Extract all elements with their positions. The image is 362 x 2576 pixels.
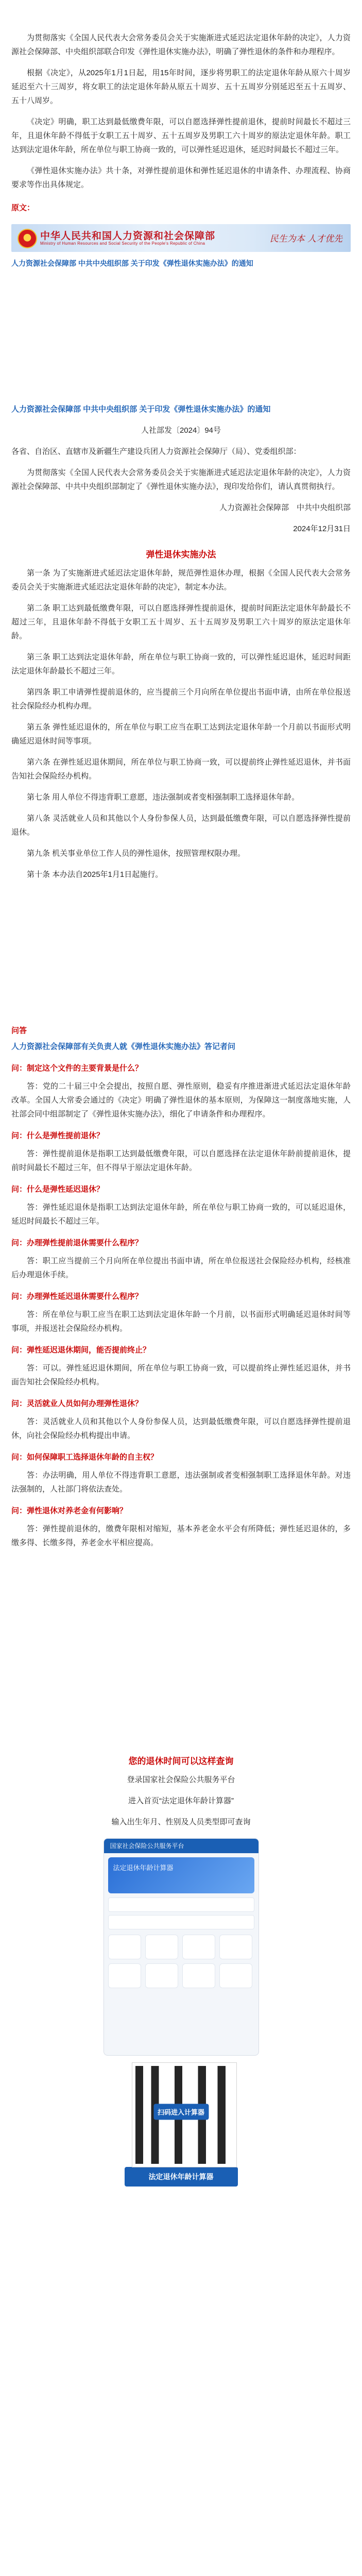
- qa-section-label: 问答: [11, 1026, 27, 1035]
- app-input-row: [108, 1897, 254, 1912]
- original-text-label: 原文：: [11, 204, 35, 212]
- article-3: 第三条 职工达到法定退休年龄，所在单位与职工协商一致的，可以弹性延迟退休，延迟时间距法定退休年龄最长不超过三年。: [11, 653, 351, 675]
- answer-6: 答：可以。弹性延迟退休期间，所在单位与职工协商一致，可以提前终止弹性延迟退休，并书面告知社会保险经办机构。: [11, 1364, 351, 1386]
- answer-8: 答：办法明确，用人单位不得违背职工意愿，违法强制或者变相强制职工选择退休年龄。对违法强制的，人社部门将依法查处。: [11, 1471, 351, 1494]
- article-7: 第七条 用人单位不得违背职工意愿，违法强制或者变相强制职工选择退休年龄。: [27, 793, 300, 802]
- app-service-tile: [219, 1935, 252, 1959]
- answer-4: 答：职工应当提前三个月向所在单位提出书面申请，所在单位报送社会保险经办机构，经核准后办理退休手续。: [11, 1257, 351, 1279]
- question-4: 问：办理弹性提前退休需要什么程序？: [11, 1239, 143, 1247]
- promo-title: 您的退休时间可以这样查询: [128, 1756, 234, 1766]
- question-8: 问：如何保障职工选择退休年龄的自主权？: [11, 1453, 159, 1462]
- intro-paragraph-1: 为贯彻落实《全国人民代表大会常务委员会关于实施渐进式延迟法定退休年龄的决定》，人力资源社会保障部、中央组织部联合印发《弹性退休实施办法》，明确了弹性退休的条件和办理程序。: [11, 33, 351, 56]
- promo-line-1: 登录国家社会保险公共服务平台: [127, 1775, 235, 1784]
- article-2: 第二条 职工达到最低缴费年限，可以自愿选择弹性提前退休，提前时间距法定退休年龄最长不超过三年，且退休年龄不得低于女职工五十周岁、五十五周岁及男职工六十周岁的原法定退休年龄。: [11, 604, 351, 640]
- ministry-name: 中华人民共和国人力资源和社会保障部: [40, 230, 216, 242]
- question-6: 问：弹性延迟退休期间，能否提前终止？: [11, 1346, 151, 1354]
- promo-line-3: 输入出生年月、性别及人员类型即可查询: [111, 1818, 251, 1826]
- qr-label: 扫码进入计算器: [153, 2104, 209, 2120]
- app-service-tile: [108, 1935, 141, 1959]
- intro-paragraph-2: 根据《决定》，从2025年1月1日起，用15年时间，逐步将男职工的法定退休年龄从原六十周岁延迟至六十三周岁，将女职工的法定退休年龄从原五十周岁、五十五周岁分别延迟至五十五周岁、五十八周岁。: [11, 69, 351, 105]
- answer-5: 答：所在单位与职工应当在职工达到法定退休年龄一个月前，以书面形式明确延迟退休时间等事项，并报送社会保险经办机构。: [11, 1310, 351, 1333]
- calculator-button[interactable]: 法定退休年龄计算器: [125, 2167, 238, 2187]
- question-2: 问：什么是弹性提前退休？: [11, 1131, 105, 1140]
- notice-doc-number: 人社部发〔2024〕94号: [141, 426, 221, 435]
- question-7: 问：灵活就业人员如何办理弹性退休？: [11, 1399, 143, 1408]
- app-service-tile: [182, 1963, 215, 1988]
- notice-salutation: 各省、自治区、直辖市及新疆生产建设兵团人力资源社会保障厅（局）、党委组织部：: [11, 447, 301, 456]
- measures-title: 弹性退休实施办法: [146, 550, 216, 560]
- ministry-banner: [11, 224, 351, 252]
- app-header: 国家社会保险公共服务平台: [104, 1839, 258, 1853]
- question-1: 问：制定这个文件的主要背景是什么？: [11, 1064, 143, 1073]
- promo-line-2: 进入首页“法定退休年龄计算器”: [128, 1797, 234, 1805]
- app-service-tile: [108, 1963, 141, 1988]
- national-emblem-icon: [18, 229, 37, 248]
- answer-9: 答：弹性提前退休的，缴费年限相对缩短，基本养老金水平会有所降低；弹性延迟退休的，多缴多得、长缴多得，养老金水平相应提高。: [11, 1524, 351, 1547]
- answer-7: 答：灵活就业人员和其他以个人身份参保人员，达到最低缴费年限，可以自愿选择弹性提前退休，向社会保险经办机构提出申请。: [11, 1417, 351, 1440]
- app-input-row: [108, 1915, 254, 1929]
- article-5: 第五条 弹性延迟退休的，所在单位与职工应当在职工达到法定退休年龄一个月前以书面形式明确延迟退休时间等事项。: [11, 723, 351, 745]
- answer-3: 答：弹性延迟退休是指职工达到法定退休年龄，所在单位与职工协商一致的，可以延迟退休，延迟时间最长不超过三年。: [11, 1203, 351, 1226]
- intro-paragraph-3: 《决定》明确，职工达到最低缴费年限，可以自愿选择弹性提前退休，提前时间最长不超过三年，且退休年龄不得低于女职工五十周岁、五十五周岁及男职工六十周岁的原法定退休年龄。职工达到法定退休年龄，所在单位与职工协商一致的，可以弹性延迟退休，延迟时间最长不超过三年。: [11, 117, 351, 154]
- article-9: 第九条 机关事业单位工作人员的弹性退休，按照管理权限办理。: [27, 849, 246, 858]
- app-service-tile: [145, 1935, 178, 1959]
- app-service-tile: [145, 1963, 178, 1988]
- app-screenshot: [104, 1838, 259, 2056]
- question-3: 问：什么是弹性延迟退休？: [11, 1185, 105, 1194]
- article-8: 第八条 灵活就业人员和其他以个人身份参保人员，达到最低缴费年限，可以自愿选择弹性提前退休。: [11, 814, 351, 837]
- ministry-motto: 民生为本 人才优先: [269, 234, 342, 244]
- article-1: 第一条 为了实施渐进式延迟法定退休年龄，规范弹性退休办理，根据《全国人民代表大会常务委员会关于实施渐进式延迟法定退休年龄的决定》，制定本办法。: [11, 569, 351, 591]
- app-service-tile: [182, 1935, 215, 1959]
- answer-2: 答：弹性提前退休是指职工达到最低缴费年限，可以自愿选择在法定退休年龄前提前退休，提前时间最长不超过三年，但不得早于原法定退休年龄。: [11, 1149, 351, 1172]
- ministry-name-en: Ministry of Human Resources and Social Security of the People's Republic of China: [40, 241, 205, 246]
- notice-body: 为贯彻落实《全国人民代表大会常务委员会关于实施渐进式延迟法定退休年龄的决定》，人力资源社会保障部、中共中央组织部制定了《弹性退休实施办法》，现印发给你们，请认真贯彻执行。: [11, 468, 351, 491]
- qr-code-block[interactable]: [132, 2063, 230, 2161]
- question-9: 问：弹性退休对养老金有何影响？: [11, 1506, 128, 1515]
- article-4: 第四条 职工申请弹性提前退休的，应当提前三个月向所在单位提出书面申请，由所在单位报送社会保险经办机构办理。: [11, 688, 351, 710]
- app-service-grid: [106, 1933, 256, 1990]
- notice-signature: 人力资源社会保障部 中共中央组织部: [219, 503, 351, 512]
- article-6: 第六条 在弹性延迟退休期间，所在单位与职工协商一致，可以提前终止弹性延迟退休，并书面告知社会保险经办机构。: [11, 758, 351, 781]
- article-10: 第十条 本办法自2025年1月1日起施行。: [27, 870, 163, 879]
- intro-paragraph-4: 《弹性退休实施办法》共十条，对弹性提前退休和弹性延迟退休的申请条件、办理流程、协商要求等作出具体规定。: [11, 166, 351, 189]
- question-5: 问：办理弹性延迟退休需要什么程序？: [11, 1292, 143, 1301]
- answer-1: 答：党的二十届三中全会提出，按照自愿、弹性原则，稳妥有序推进渐进式延迟法定退休年龄改革。全国人大常委会通过的《决定》明确了弹性退休的基本原则，为保障这一制度落地实施，人社部会同中组部制定了《弹性退休实施办法》，细化了申请条件和办理程序。: [11, 1082, 351, 1118]
- qa-intro: 人力资源社会保障部有关负责人就《弹性退休实施办法》答记者问: [11, 1042, 236, 1051]
- notice-title: 人力资源社会保障部 中共中央组织部 关于印发《弹性退休实施办法》的通知: [11, 405, 271, 414]
- notice-caption: 人力资源社会保障部 中共中央组织部 关于印发《弹性退休实施办法》的通知: [11, 259, 253, 267]
- app-service-tile: [219, 1963, 252, 1988]
- app-banner: 法定退休年龄计算器: [108, 1857, 254, 1893]
- notice-date: 2024年12月31日: [293, 524, 351, 533]
